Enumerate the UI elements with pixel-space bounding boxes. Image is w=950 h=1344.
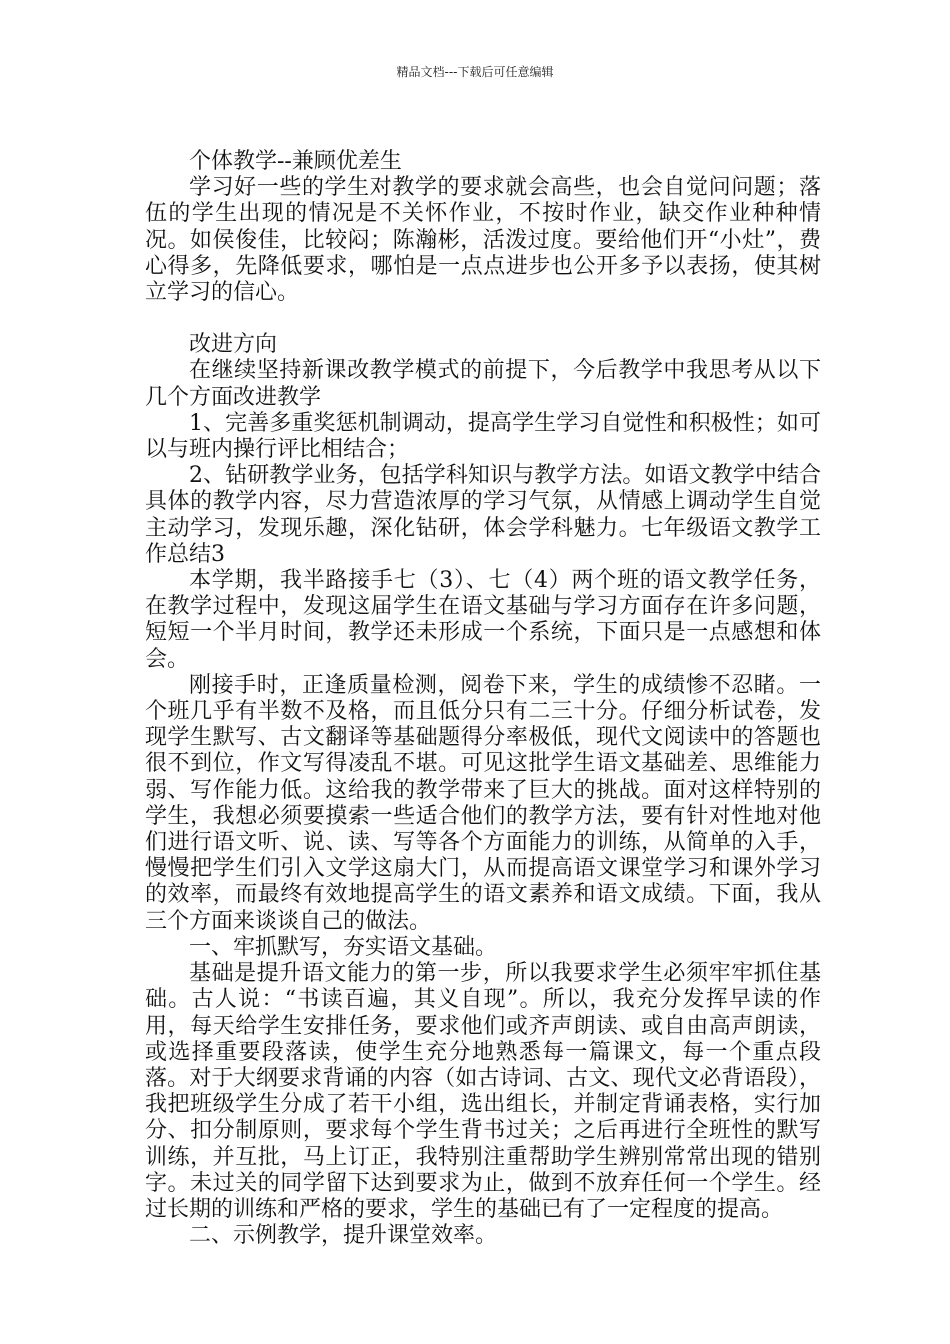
section-title-dictation: 一、牢抓默写，夯实语文基础。	[189, 934, 498, 960]
section-title-example-teaching: 二、示例教学，提升课堂效率。	[189, 1223, 498, 1249]
paragraph-improvement-intro: 在继续坚持新课改教学模式的前提下，今后教学中我思考从以下几个方面改进教学	[145, 358, 821, 410]
list-item-2: 2、钻研教学业务，包括学科知识与教学方法。如语文教学中结合具体的教学内容，尽力营造浓厚的学习气氛，从情感上调动学生自觉主动学习，发现乐趣，深化钻研，体会学科魅力。七年级语文教学工作总结3	[145, 463, 821, 567]
section-title-improvement: 改进方向	[189, 332, 278, 358]
list-item-1: 1、完善多重奖惩机制调动，提高学生学习自觉性和积极性；如可以与班内操行评比相结合；	[145, 410, 821, 463]
paragraph-semester: 本学期，我半路接手七（3）、七（4）两个班的语文教学任务，在教学过程中，发现这届学生在语文基础与学习方面存在许多问题，短短一个半月时间，教学还未形成一个系统，下面只是一点感想和体会。	[145, 568, 821, 672]
paragraph-first-impression: 刚接手时，正逢质量检测，阅卷下来，学生的成绩惨不忍睹。一个班几乎有半数不及格，而且低分只有二三十分。仔细分析试卷，发现学生默写、古文翻译等基础题得分率极低，现代文阅读中的答题也很不到位，作文写得凌乱不堪。可见这批学生语文基础差、思维能力弱、写作能力低。这给我的教学带来了巨大的挑战。面对这样特别的学生，我想必须要摸索一些适合他们的教学方法，要有针对性地对他们进行语文听、说、读、写等各个方面能力的训练，从简单的入手，慢慢把学生们引入文学这扇大门，从而提高语文课堂学习和课外学习的效率，而最终有效地提高学生的语文素养和语文成绩。下面，我从三个方面来谈谈自己的做法。	[145, 672, 821, 934]
document-body	[145, 149, 821, 1249]
blank-line	[145, 306, 821, 332]
paragraph-dictation: 基础是提升语文能力的第一步，所以我要求学生必须牢牢抓住基础。古人说：“书读百遍，其义自现”。所以，我充分发挥早读的作用，每天给学生安排任务，要求他们或齐声朗读、或自由高声朗读，或选择重要段落读，使学生充分地熟悉每一篇课文，每一个重点段落。对于大纲要求背诵的内容（如古诗词、古文、现代文必背语段），我把班级学生分成了若干小组，选出组长，并制定背诵表格，实行加分、扣分制原则，要求每个学生背书过关；之后再进行全班性的默写训练，并互批，马上订正，我特别注重帮助学生辨别常常出现的错别字。未过关的同学留下达到要求为止，做到不放弃任何一个学生。经过长期的训练和严格的要求，学生的基础已有了一定程度的提高。	[145, 961, 821, 1222]
section-title-individual-teaching: 个体教学--兼顾优差生	[189, 149, 402, 174]
paragraph-individual-teaching: 学习好一些的学生对教学的要求就会高些，也会自觉问问题；落伍的学生出现的情况是不关怀作业，不按时作业，缺交作业种种情况。如侯俊佳，比较闷；陈瀚彬，活泼过度。要给他们开“小灶”，费心得多，先降低要求，哪怕是一点点进步也公开多予以表扬，使其树立学习的信心。	[145, 175, 821, 306]
page-header: 精品文档---下载后可任意编辑	[396, 65, 554, 79]
